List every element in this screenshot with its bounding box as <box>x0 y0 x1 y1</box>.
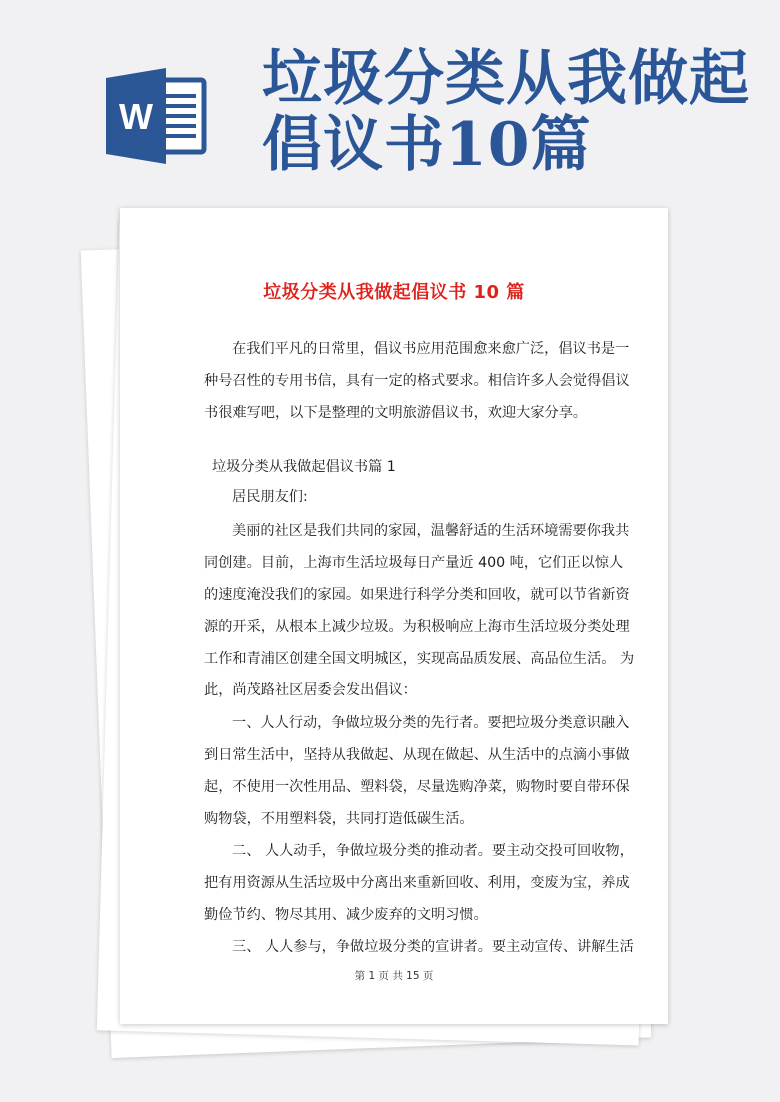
point2-line: 二、 人人动手，争做垃圾分类的推动者。要主动交投可回收物， <box>232 843 634 859</box>
point1-line: 一、人人行动，争做垃圾分类的先行者。要把垃圾分类意识融入 <box>232 715 630 731</box>
point1-line: 到日常生活中，坚持从我做起、从现在做起、从生活中的点滴小事做 <box>204 747 630 763</box>
svg-text:W: W <box>119 96 153 137</box>
cover-banner <box>0 0 780 200</box>
intro-line: 书很难写吧，以下是整理的文明旅游倡议书，欢迎大家分享。 <box>204 405 588 421</box>
section-heading: 垃圾分类从我做起倡议书篇 1 <box>212 459 396 475</box>
word-document-icon <box>106 68 210 164</box>
greeting: 居民朋友们: <box>232 489 308 505</box>
paragraph-line: 此，尚茂路社区居委会发出倡议： <box>204 682 417 698</box>
paragraph-line: 工作和青浦区创建全国文明城区，实现高品质发展、高品位生活。 为 <box>204 651 635 667</box>
point1-line: 起，不使用一次性用品、塑料袋，尽量选购净菜，购物时要自带环保 <box>204 779 630 795</box>
point1-line: 购物袋，不用塑料袋，共同打造低碳生活。 <box>204 811 474 827</box>
paragraph-line: 源的开采，从根本上减少垃圾。为积极响应上海市生活垃圾分类处理 <box>204 619 630 635</box>
paragraph-line: 同创建。目前，上海市生活垃圾每日产量近 400 吨，它们正以惊人 <box>204 555 624 571</box>
point3-line: 三、 人人参与，争做垃圾分类的宣讲者。要主动宣传、讲解生活 <box>232 939 634 955</box>
document-title: 垃圾分类从我做起倡议书 10 篇 <box>263 282 525 303</box>
cover-title-line2: 倡议书10篇 <box>262 110 592 180</box>
paragraph-line: 的速度淹没我们的家园。如果进行科学分类和回收，就可以节省新资 <box>204 587 630 603</box>
page-footer: 第 1 页 共 15 页 <box>354 970 434 982</box>
document-page <box>120 208 668 1024</box>
point2-line: 勤俭节约、物尽其用、减少废弃的文明习惯。 <box>204 907 488 923</box>
paragraph-line: 美丽的社区是我们共同的家园，温馨舒适的生活环境需要你我共 <box>232 523 630 539</box>
point2-line: 把有用资源从生活垃圾中分离出来重新回收、利用，变废为宝，养成 <box>204 875 630 891</box>
cover-title-line1: 垃圾分类从我做起 <box>262 44 750 114</box>
intro-line: 在我们平凡的日常里，倡议书应用范围愈来愈广泛，倡议书是一 <box>232 341 630 357</box>
cover-title <box>262 46 762 178</box>
intro-line: 种号召性的专用书信，具有一定的格式要求。相信许多人会觉得倡议 <box>204 373 630 389</box>
